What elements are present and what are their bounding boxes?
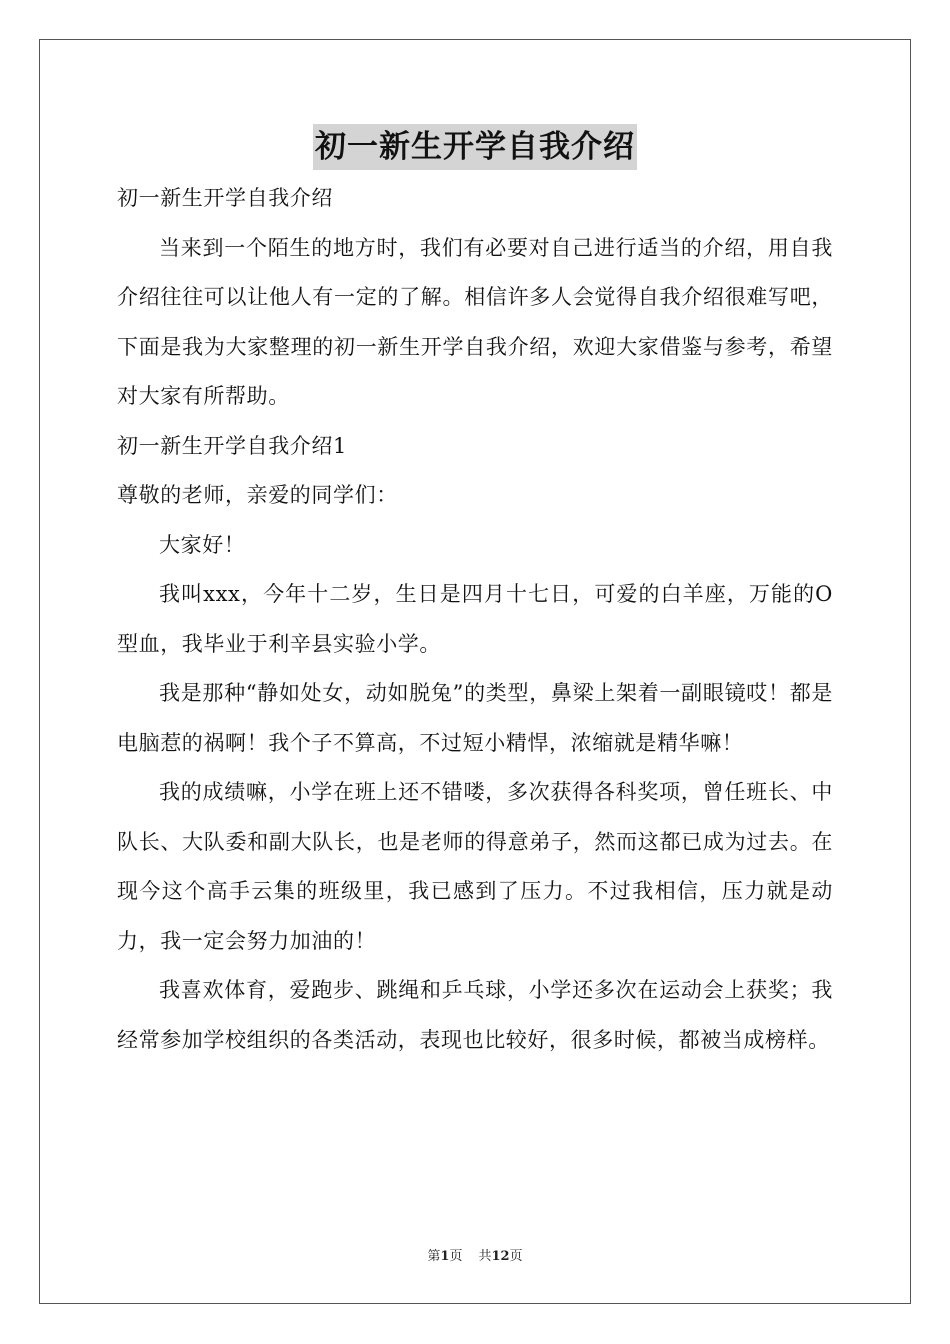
page-footer: [0, 1248, 950, 1266]
paragraph: 大家好！: [159, 532, 246, 557]
document-body: [117, 174, 833, 1065]
paragraph: 尊敬的老师，亲爱的同学们：: [117, 483, 398, 507]
page-number: 1: [440, 1249, 450, 1264]
paragraph: 我的成绩嘛，小学在班上还不错喽，多次获得各科奖项，曾任班长、中队长、大队委和副大队长，也是老师的得意弟子，然而这都已成为过去。在现今这个高手云集的班级里，我已感到了压力。不过我相信，压力就是动力，我一定会努力加油的！: [117, 780, 833, 953]
total-label-prefix: 共: [478, 1249, 492, 1264]
paragraph: 当来到一个陌生的地方时，我们有必要对自己进行适当的介绍，用自我介绍往往可以让他人有一定的了解。相信许多人会觉得自我介绍很难写吧，下面是我为大家整理的初一新生开学自我介绍，欢迎大家借鉴与参考，希望对大家有所帮助。: [117, 235, 833, 408]
total-pages: 12: [491, 1249, 510, 1264]
paragraph: 我喜欢体育，爱跑步、跳绳和乒乓球，小学还多次在运动会上获奖；我经常参加学校组织的各类活动，表现也比较好，很多时候，都被当成榜样。: [117, 978, 833, 1052]
paragraph: 我是那种“静如处女，动如脱兔”的类型，鼻梁上架着一副眼镜哎！都是电脑惹的祸啊！我个子不算高，不过短小精悍，浓缩就是精华嘛！: [117, 681, 833, 755]
total-label-suffix: 页: [509, 1249, 523, 1264]
paragraph: 初一新生开学自我介绍1: [117, 433, 347, 458]
title-container: [0, 124, 950, 170]
paragraph: 初一新生开学自我介绍: [117, 186, 333, 210]
page-label-suffix: 页: [449, 1249, 463, 1264]
document-title: 初一新生开学自我介绍: [313, 124, 637, 170]
paragraph: 我叫xxx，今年十二岁，生日是四月十七日，可爱的白羊座，万能的O型血，我毕业于利辛县实验小学。: [117, 582, 833, 656]
page-label-prefix: 第: [427, 1249, 441, 1264]
